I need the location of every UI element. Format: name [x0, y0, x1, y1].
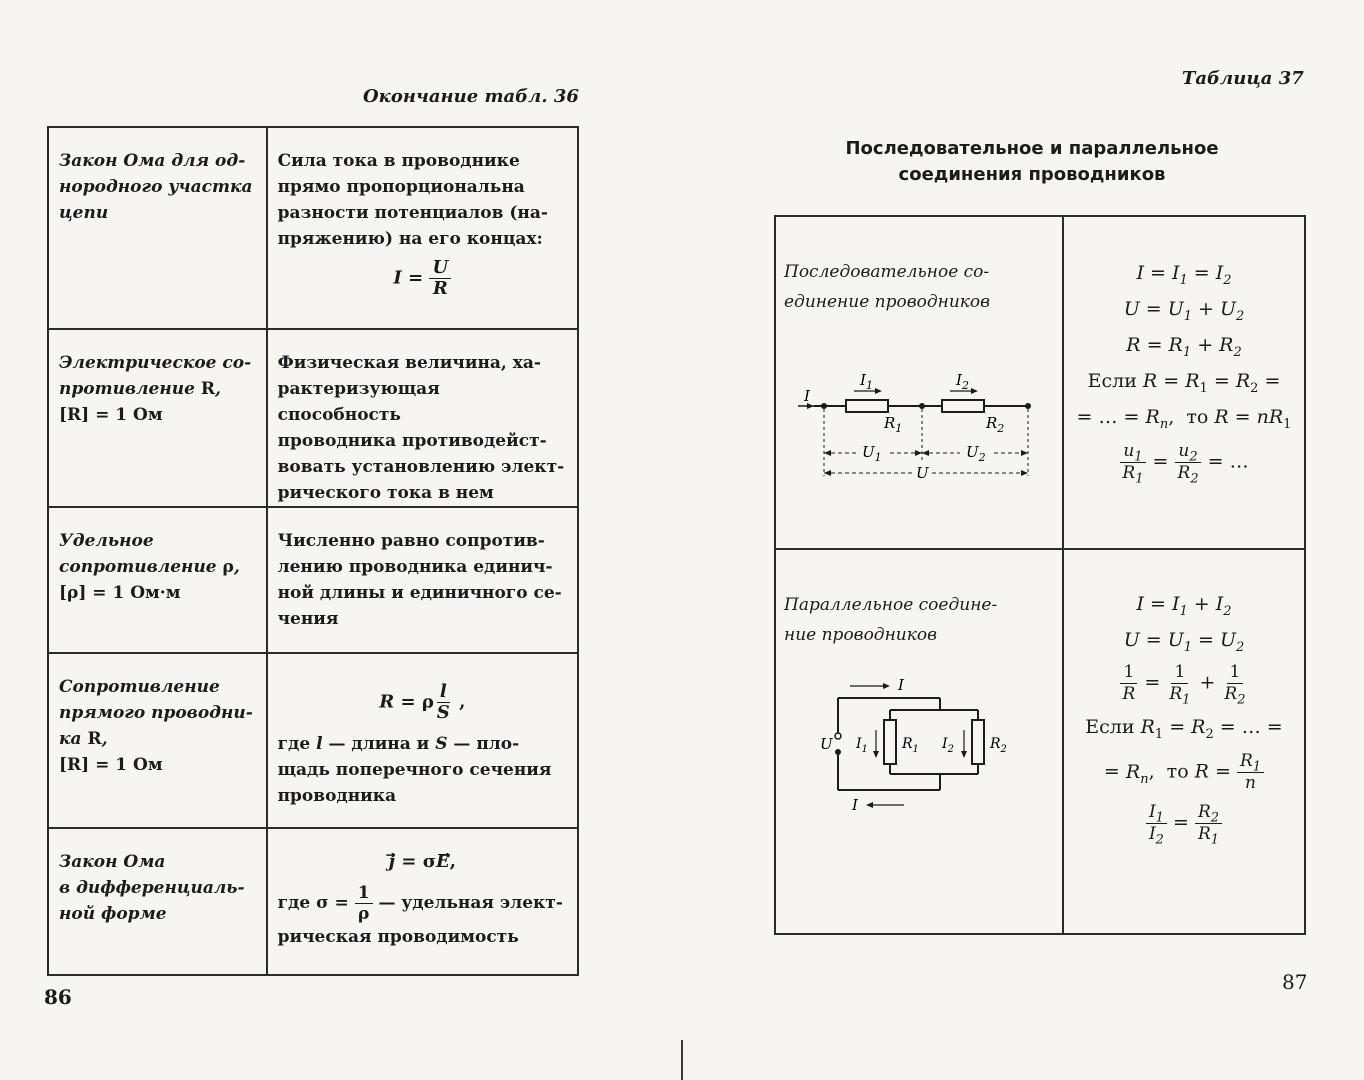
svg-text:R1: $R_1$ — [902, 736, 919, 755]
series-cell — [775, 216, 1063, 549]
series-label: Последовательное со- единение проводников — [784, 262, 991, 312]
svg-text:I: I — [852, 796, 858, 814]
description-cell — [267, 653, 578, 828]
connections-table-37 — [774, 215, 1306, 935]
term-cell — [48, 329, 267, 507]
description-resistance: Физическая величина, ха- рактеризующая способность проводника противодейст- вовать установлению элект- рического тока в нем — [277, 353, 565, 503]
term-resistance: Электрическое со- противление R, [R] = 1 Ом — [59, 353, 252, 425]
svg-text:I2: $I_2$ — [942, 736, 954, 755]
svg-text:R1: $R_1$ — [884, 414, 903, 435]
description-conductivity: где σ = $\frac{1}{\rho}$ — удельная элект- рическая проводимость — [277, 883, 563, 947]
table-row — [775, 549, 1305, 934]
parallel-label: Параллельное соедине- ние проводников — [784, 595, 998, 645]
svg-text:U: U — [820, 735, 833, 753]
series-circuit-diagram — [784, 331, 1034, 481]
book-spine-mark — [681, 1040, 683, 1080]
term-cell — [48, 127, 267, 329]
table-row — [48, 127, 578, 329]
term-cell — [48, 828, 267, 975]
svg-text:I1: $I_1$ — [856, 736, 868, 755]
parallel-formula-equal: Если $R_1 = R_2$ = … = — [1085, 716, 1283, 742]
table-caption: Таблица 37 — [1182, 68, 1304, 89]
term-cell — [48, 653, 267, 828]
series-formula-voltage: $U = U_1 + U_2$ — [1123, 298, 1245, 324]
formula-ohm-differential: j⃗ = σE⃗, — [388, 851, 456, 872]
svg-text:U2: $U_2$ — [966, 443, 986, 464]
description-cell — [267, 828, 578, 975]
title-line-2: соединения проводников — [898, 164, 1166, 185]
series-formula-resistance: $R = R_1 + R_2$ — [1126, 334, 1242, 360]
table-row — [48, 653, 578, 828]
description-wire-resistance: где l — длина и S — пло- щадь поперечного сечения проводника — [277, 734, 552, 806]
parallel-circuit-diagram — [804, 670, 1054, 830]
description-cell — [267, 507, 578, 653]
description-cell — [267, 127, 578, 329]
term-wire-resistance: Сопротивление прямого проводни- ка R, [R] = 1 Ом — [59, 677, 253, 775]
series-formula-ratio: $\frac{u_1}{R_1}$ = $\frac{u_2}{R_2}$ = … — [1065, 441, 1303, 484]
series-formula-current: $I = I_1 = I_2$ — [1136, 262, 1232, 288]
svg-text:I: I — [898, 676, 904, 694]
title-line-1: Последовательное и параллельное — [845, 138, 1219, 159]
parallel-formula-voltage: $U = U_1 = U_2$ — [1123, 629, 1245, 655]
svg-text:I: I — [804, 387, 810, 405]
parallel-formula-resistance: $\frac{1}{R}$ = $\frac{1}{R_1}$ + $\frac{1}{R_2}$ — [1065, 662, 1303, 705]
term-resistivity: Удельное сопротивление ρ, [ρ] = 1 Ом·м — [59, 531, 240, 603]
parallel-formula-n: = $R_n$, то R = $\frac{R_1}{n}$ — [1065, 751, 1303, 794]
table-row — [48, 507, 578, 653]
table-row — [775, 216, 1305, 549]
page-number: 87 — [1282, 970, 1308, 994]
parallel-formula-ratio: $\frac{I_1}{I_2}$ = $\frac{R_2}{R_1}$ — [1065, 802, 1303, 845]
description-ohm-law: Сила тока в проводнике прямо пропорциональна разности потенциалов (на- пряжению) на его концах: — [277, 151, 548, 249]
formula-wire-resistance: R = ρ $\frac{l}{S}$ , — [379, 681, 466, 723]
svg-text:R2: $R_2$ — [990, 736, 1007, 755]
parallel-formulas-cell — [1063, 549, 1305, 934]
table-title — [782, 136, 1282, 188]
physics-table-36 — [47, 126, 579, 976]
table-caption: Окончание табл. 36 — [363, 86, 579, 107]
term-ohm-law: Закон Ома для од- нородного участка цепи — [59, 151, 253, 223]
series-formula-n: = … = $R_n$, то $R = nR_1$ — [1076, 406, 1292, 432]
table-row — [48, 329, 578, 507]
right-page — [682, 0, 1364, 1080]
formula-ohm: I = $\frac{U}{R}$ — [278, 258, 567, 299]
page-number: 86 — [44, 985, 72, 1009]
svg-text:U1: $U_1$ — [862, 443, 882, 464]
series-formulas-cell — [1063, 216, 1305, 549]
svg-text:U: U — [916, 464, 929, 481]
series-formula-equal: Если $R = R_1 = R_2$ = — [1087, 370, 1281, 396]
svg-text:I2: $I_2$ — [956, 371, 969, 392]
description-resistivity: Численно равно сопротив- лению проводника единич- ной длины и единичного се- чения — [277, 531, 562, 629]
parallel-formula-current: $I = I_1 + I_2$ — [1136, 593, 1232, 619]
description-cell — [267, 329, 578, 507]
term-ohm-differential: Закон Ома в дифференциаль- ной форме — [59, 852, 245, 924]
parallel-cell — [775, 549, 1063, 934]
svg-text:R2: $R_2$ — [986, 414, 1005, 435]
svg-text:I1: $I_1$ — [860, 371, 873, 392]
table-row — [48, 828, 578, 975]
term-cell — [48, 507, 267, 653]
